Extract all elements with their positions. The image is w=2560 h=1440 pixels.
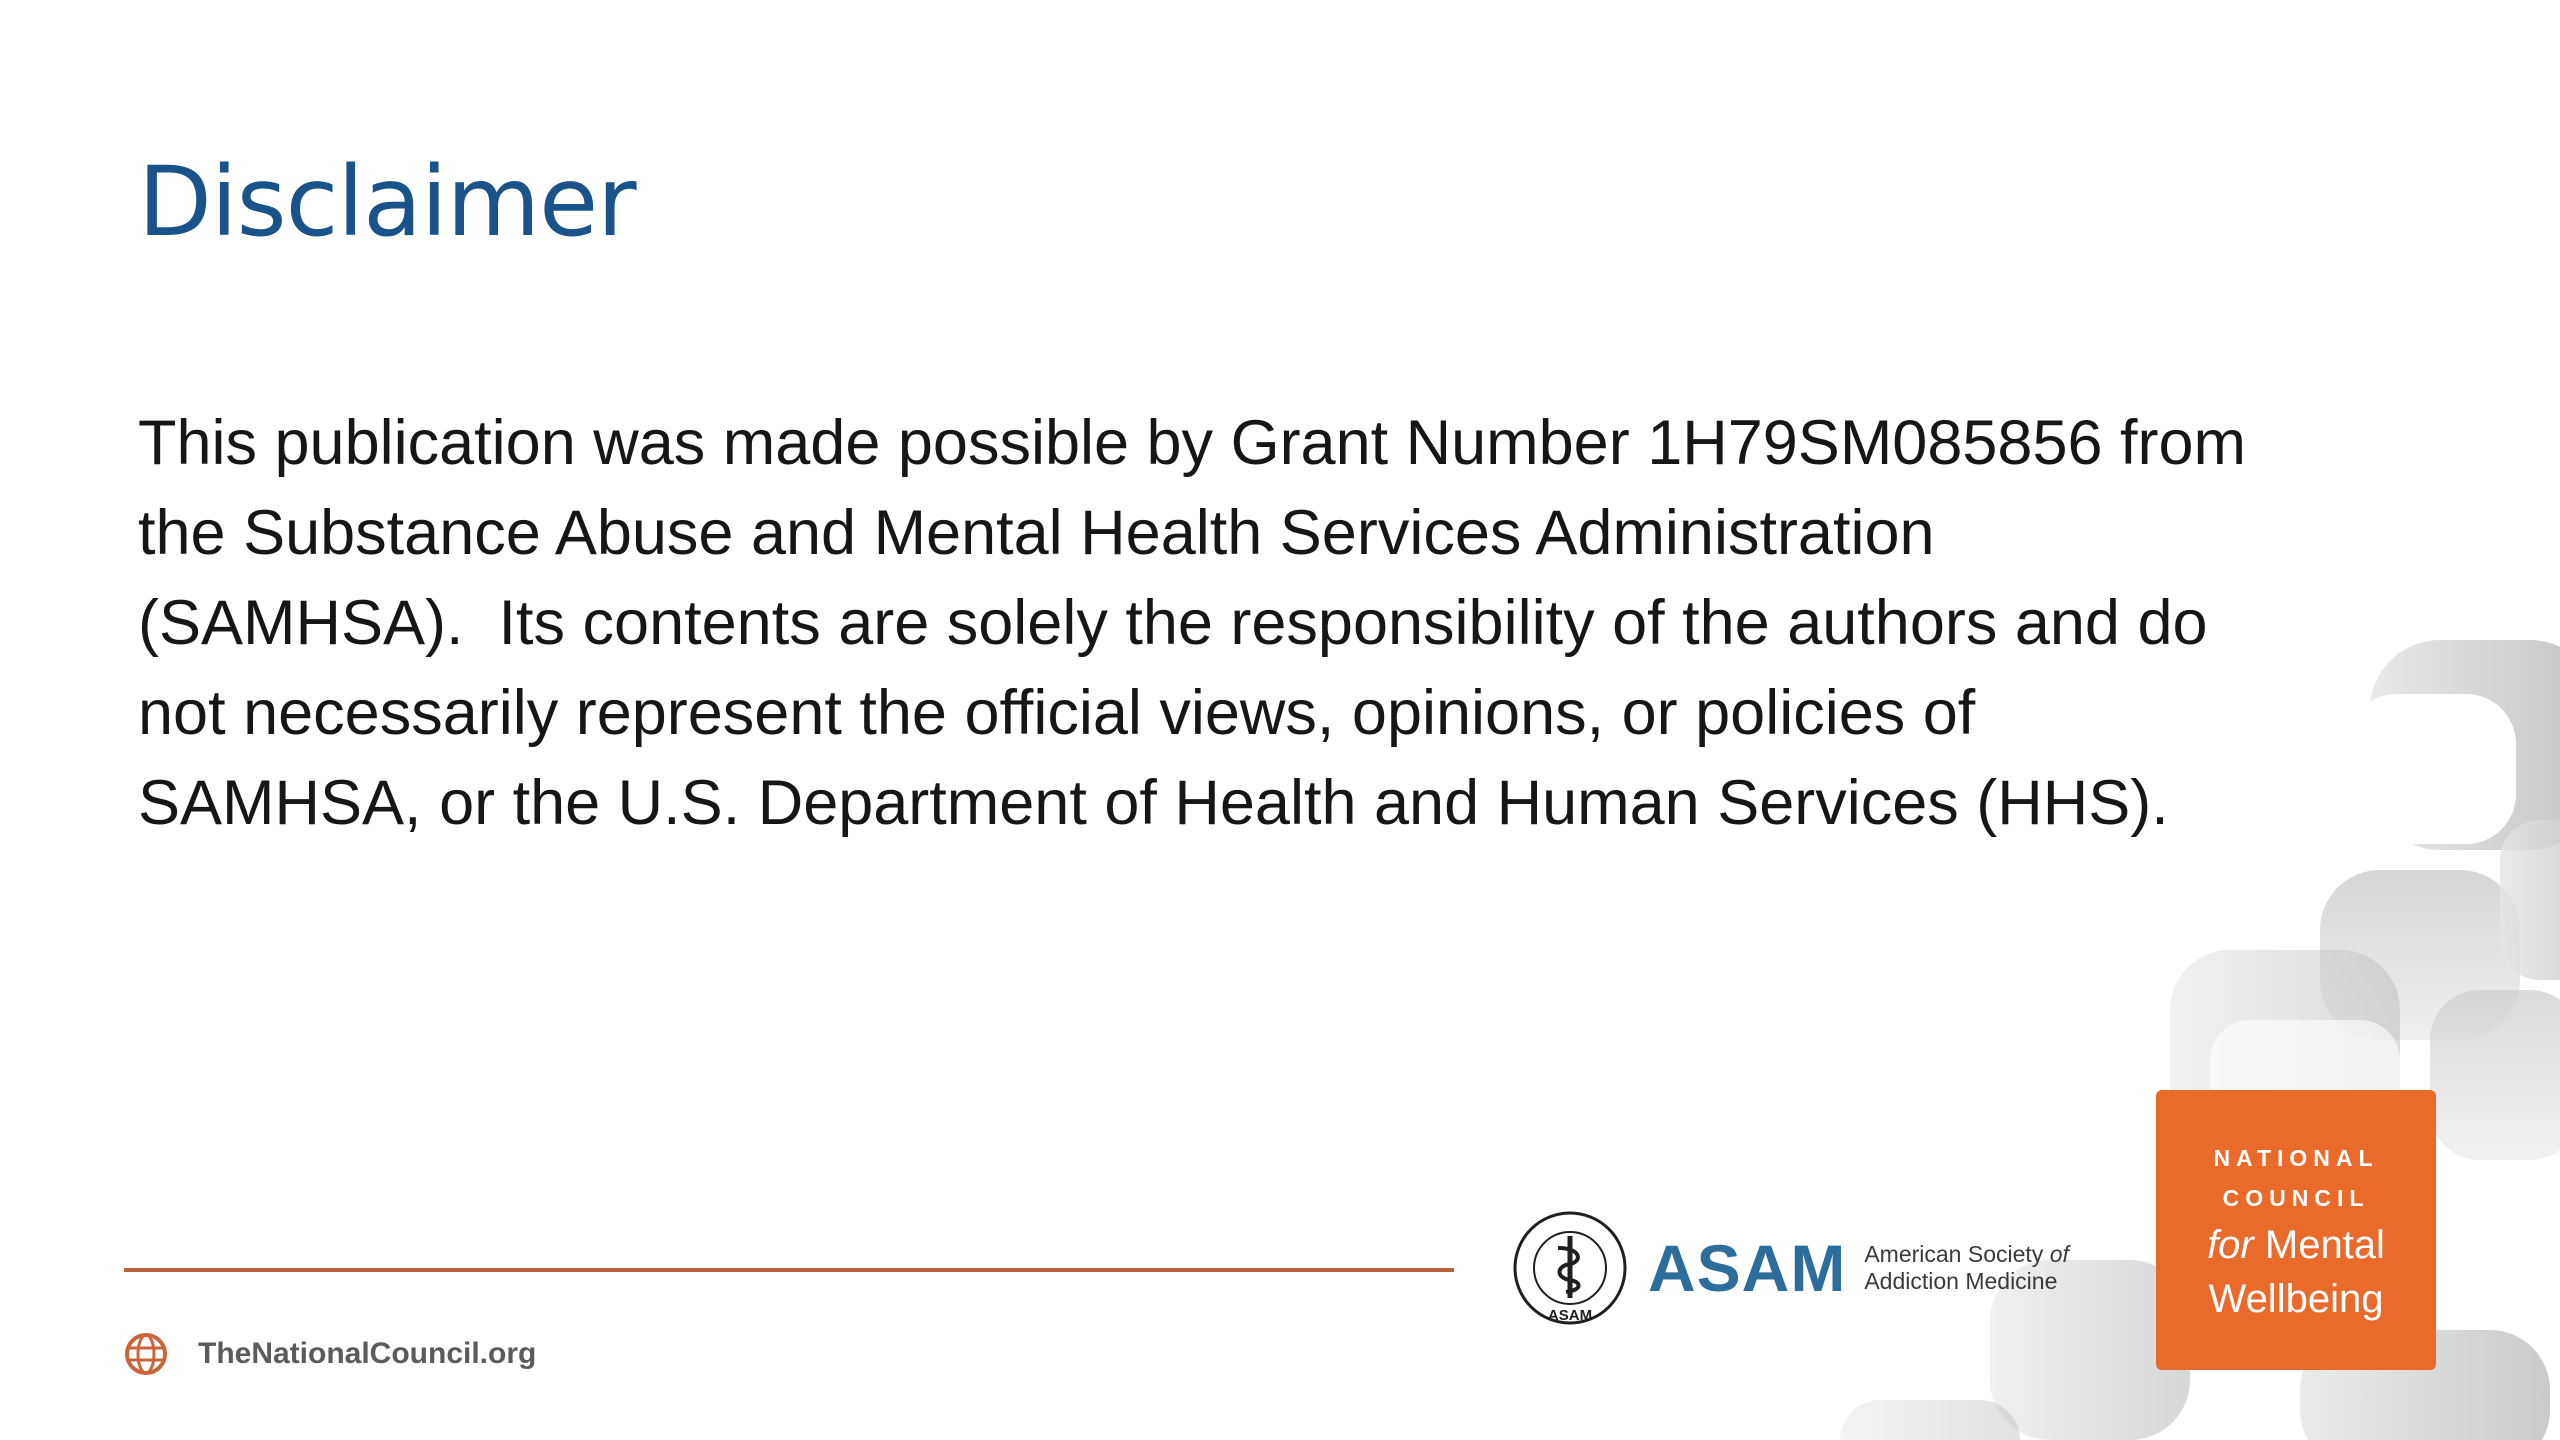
national-council-logo [2156,1090,2436,1370]
asam-subtitle [1864,1241,2069,1295]
logo-national: NATIONAL [2213,1145,2379,1171]
logo-wellbeing: Wellbeing [2208,1277,2384,1321]
asam-seal-icon [1510,1208,1630,1328]
disclaimer-text [138,398,2438,848]
asam-wordmark: ASAM [1648,1231,1847,1305]
disclaimer-line: the Substance Abuse and Mental Health Services Administration [138,498,1935,568]
logo-for-mental [2156,1218,2436,1272]
disclaimer-line: not necessarily represent the official views, opinions, or policies of [138,678,1976,748]
disclaimer-line: (SAMHSA). Its contents are solely the responsibility of the authors and do [138,588,2208,658]
asam-subtitle-line2: Addiction Medicine [1864,1268,2058,1294]
footer-divider [124,1268,1454,1272]
footer-website [124,1332,536,1376]
asam-subtitle-of: of [2049,1241,2069,1267]
disclaimer-line: This publication was made possible by Grant Number 1H79SM085856 from [138,408,2247,478]
disclaimer-line: SAMHSA, or the U.S. Department of Health and Human Services (HHS). [138,768,2169,838]
asam-subtitle-line1: American Society [1864,1241,2044,1267]
slide-title: Disclaimer [138,146,636,258]
website-url[interactable]: TheNationalCouncil.org [198,1337,537,1370]
asam-logo [1510,1208,2069,1328]
logo-mental: Mental [2264,1223,2385,1267]
logo-council: COUNCIL [2222,1185,2370,1211]
asam-seal-text: ASAM [1547,1307,1593,1324]
logo-for: for [2207,1223,2254,1267]
globe-icon [124,1332,168,1376]
